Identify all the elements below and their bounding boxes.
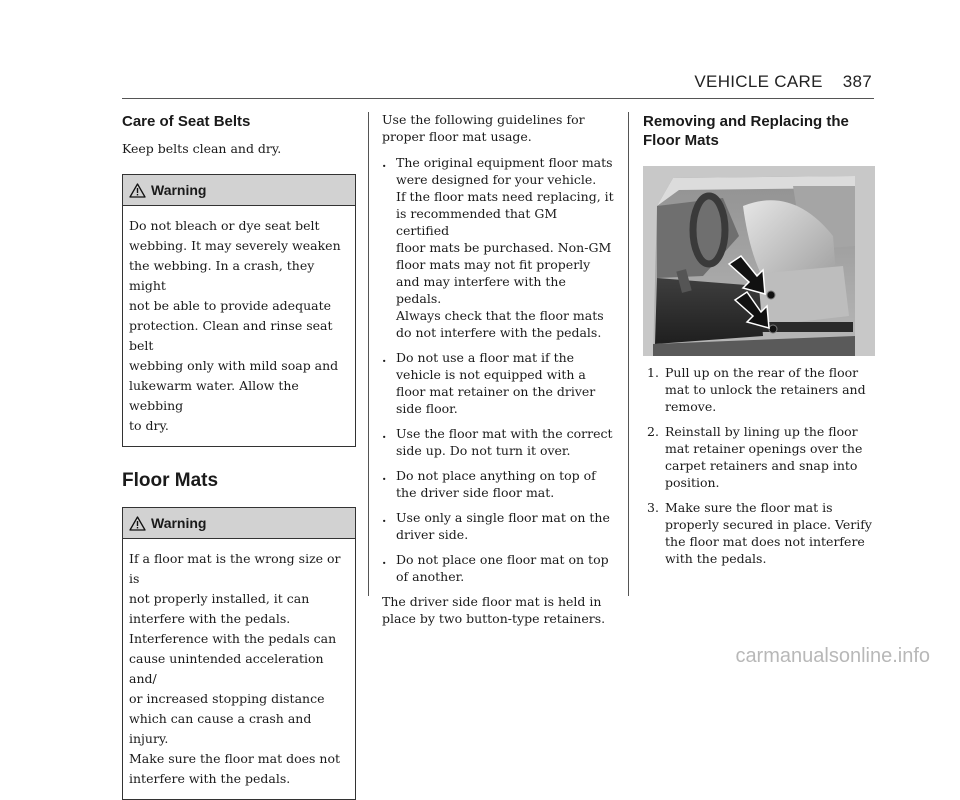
heading-line: Removing and Replacing the	[643, 113, 849, 130]
text-line: Use the floor mat with the correct	[396, 426, 613, 441]
warning-title: Warning	[151, 515, 207, 531]
list-item	[382, 467, 614, 501]
warning-line: not be able to provide adequate	[129, 298, 332, 313]
bullet-symbol: .	[382, 552, 387, 567]
bullet-symbol: .	[382, 350, 387, 365]
warning-header	[123, 508, 355, 539]
text-line: with the pedals.	[665, 551, 767, 566]
header-rule	[122, 98, 874, 99]
warning-box-seatbelts	[122, 174, 356, 447]
text-line: were designed for your vehicle.	[396, 172, 597, 187]
text-line: vehicle is not equipped with a	[396, 367, 586, 382]
text-line: do not interfere with the pedals.	[396, 325, 602, 340]
text-line: place by two button-type retainers.	[382, 611, 606, 626]
removal-steps	[643, 364, 875, 567]
warning-line: webbing only with mild soap and	[129, 358, 339, 373]
text-line: Make sure the floor mat is	[665, 500, 833, 515]
text-line: Use only a single floor mat on the	[396, 510, 610, 525]
heading-line: Floor Mats	[643, 132, 719, 149]
warning-line: lukewarm water. Allow the webbing	[129, 378, 299, 413]
floor-mat-illustration	[643, 166, 875, 356]
text-line: side up. Do not turn it over.	[396, 443, 571, 458]
warning-body	[123, 539, 355, 799]
warning-line: to dry.	[129, 418, 169, 433]
text-line: and may interfere with the pedals.	[396, 274, 566, 306]
car-interior-image	[643, 166, 875, 356]
warning-line: Make sure the floor mat does not	[129, 751, 341, 766]
text-line: Do not place anything on top of	[396, 468, 596, 483]
column-2	[382, 108, 614, 627]
warning-line: webbing. It may severely weaken	[129, 238, 341, 253]
warning-triangle-icon	[129, 183, 146, 198]
column-3	[643, 108, 875, 575]
text-line: the driver side floor mat.	[396, 485, 555, 500]
list-item	[382, 154, 614, 341]
bullet-symbol: .	[382, 155, 387, 170]
seatbelts-heading: Care of Seat Belts	[122, 113, 251, 130]
seatbelts-intro: Keep belts clean and dry.	[122, 141, 282, 156]
text-line: If the floor mats need replacing, it	[396, 189, 614, 204]
list-item	[643, 423, 875, 491]
column-1	[122, 108, 356, 800]
text-line: Do not use a floor mat if the	[396, 350, 575, 365]
step-number: 1.	[647, 365, 659, 380]
warning-line: protection. Clean and rinse seat belt	[129, 318, 333, 353]
warning-header	[123, 175, 355, 206]
text-line: the floor mat does not interfere	[665, 534, 865, 549]
text-line: Always check that the floor mats	[396, 308, 604, 323]
warning-line: Do not bleach or dye seat belt	[129, 218, 320, 233]
warning-line: Interference with the pedals can	[129, 631, 337, 646]
text-line: properly secured in place. Verify	[665, 517, 872, 532]
watermark: carmanualsonline.info	[735, 645, 930, 667]
warning-box-floormats	[122, 507, 356, 800]
text-line: floor mat retainer on the driver	[396, 384, 596, 399]
list-item	[643, 364, 875, 415]
text-line: Pull up on the rear of the floor	[665, 365, 859, 380]
warning-line: or increased stopping distance	[129, 691, 325, 706]
text-line: of another.	[396, 569, 465, 584]
warning-line: If a floor mat is the wrong size or is	[129, 551, 341, 586]
text-line: remove.	[665, 399, 717, 414]
section-title: VEHICLE CARE	[694, 72, 823, 91]
text-line: The original equipment floor mats	[396, 155, 613, 170]
floormats-heading: Floor Mats	[122, 470, 219, 491]
warning-line: which can cause a crash and injury.	[129, 711, 312, 746]
step-number: 3.	[647, 500, 659, 515]
list-item	[382, 425, 614, 459]
warning-line: not properly installed, it can	[129, 591, 310, 606]
text-line: Reinstall by lining up the floor	[665, 424, 858, 439]
text-line: carpet retainers and snap into	[665, 458, 858, 473]
text-line: Do not place one floor mat on top	[396, 552, 609, 567]
page-header	[694, 72, 872, 92]
text-line: driver side.	[396, 527, 469, 542]
column-divider-1	[368, 112, 369, 596]
warning-title: Warning	[151, 182, 207, 198]
text-line: is recommended that GM certified	[396, 206, 558, 238]
bullet-symbol: .	[382, 468, 387, 483]
list-item	[382, 509, 614, 543]
retainers-note	[382, 593, 614, 627]
text-line: position.	[665, 475, 720, 490]
removing-heading	[643, 112, 875, 150]
warning-line: the webbing. In a crash, they might	[129, 258, 315, 293]
text-line: The driver side floor mat is held in	[382, 594, 602, 609]
text-line: mat to unlock the retainers and	[665, 382, 866, 397]
step-number: 2.	[647, 424, 659, 439]
warning-line: interfere with the pedals.	[129, 611, 291, 626]
text-line: mat retainer openings over the	[665, 441, 863, 456]
text-line: floor mats be purchased. Non-GM	[396, 240, 612, 255]
warning-line: cause unintended acceleration and/	[129, 651, 324, 686]
list-item	[643, 499, 875, 567]
text-line: floor mats may not fit properly	[396, 257, 591, 272]
guidelines-intro	[382, 111, 614, 145]
list-item	[382, 349, 614, 417]
column-divider-2	[628, 112, 629, 596]
page-number: 387	[842, 72, 872, 91]
bullet-symbol: .	[382, 510, 387, 525]
bullet-symbol: .	[382, 426, 387, 441]
guidelines-list	[382, 154, 614, 585]
warning-line: interfere with the pedals.	[129, 771, 291, 786]
text-line: proper floor mat usage.	[382, 129, 532, 144]
text-line: Use the following guidelines for	[382, 112, 585, 127]
warning-triangle-icon	[129, 516, 146, 531]
text-line: side floor.	[396, 401, 458, 416]
warning-body	[123, 206, 355, 446]
list-item	[382, 551, 614, 585]
